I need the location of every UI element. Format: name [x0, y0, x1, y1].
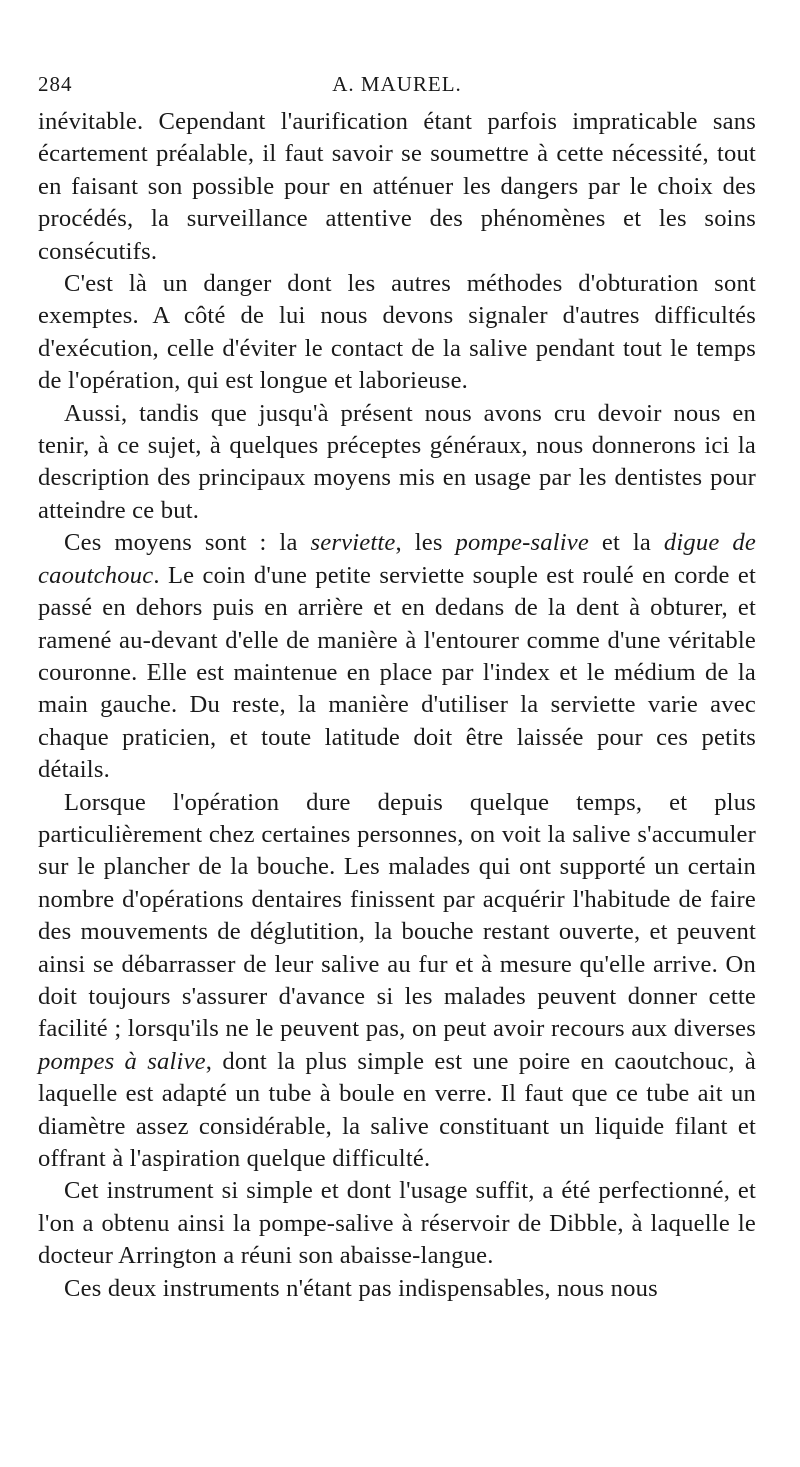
paragraph-text: , les: [395, 529, 456, 557]
paragraph-2: [38, 268, 756, 398]
body-text: [38, 106, 756, 1305]
paragraph-6: [38, 1175, 756, 1272]
paragraph-text: Cet instrument si simple et dont l'usage suffit, a été perfectionné, et l'on a obtenu ainsi la pompe-salive à réservoir de Dibble, à laquelle le docteur Arrington a réuni son abaisse-langue.: [38, 1177, 756, 1270]
paragraph-text: Ces moyens sont : la: [64, 529, 311, 557]
paragraph-text: inévitable. Cependant l'aurification étant parfois impraticable sans écartement préalable, il faut savoir se soumettre à cette nécessité, tout en faisant son possible pour en atténuer les dangers par le choix des procédés, la surveillance attentive des phénomènes et les soins consécutifs.: [38, 108, 756, 265]
paragraph-text: , dont la plus simple est une poire en caoutchouc, à laquelle est adapté un tube à boule en verre. Il faut que ce tube ait un diamètre assez considérable, la salive constituant un liquide filant et offrant à l'aspiration quelque difficulté.: [38, 1047, 756, 1172]
paragraph-3: [38, 398, 756, 528]
term-pompe-salive: pompe-salive: [455, 529, 590, 557]
page-number: 284: [38, 72, 73, 96]
paragraph-text: C'est là un danger dont les autres méthodes d'obturation sont exemptes. A côté de lui nous devons signaler d'autres difficultés d'exécution, celle d'éviter le contact de la salive pendant tout le temps de l'opération, qui est longue et laborieuse.: [38, 270, 756, 395]
term-pompes-a-salive: pompes à salive: [38, 1047, 206, 1075]
book-page: [38, 70, 756, 1305]
term-digue: digue de caoutchouc: [38, 529, 757, 589]
paragraph-4: [38, 527, 756, 786]
paragraph-5: [38, 787, 756, 1176]
running-head: [38, 70, 756, 106]
paragraph-7: [38, 1273, 756, 1305]
paragraph-text: Aussi, tandis que jusqu'à présent nous avons cru devoir nous en tenir, à ce sujet, à quelques préceptes généraux, nous donnerons ici la description des principaux moyens mis en usage par les dentistes pour atteindre ce but.: [38, 399, 756, 524]
paragraph-text: Ces deux instruments n'étant pas indispensables, nous nous: [64, 1274, 658, 1302]
term-serviette: serviette: [310, 529, 396, 557]
paragraph-text: Lorsque l'opération dure depuis quelque temps, et plus particulièrement chez certaines personnes, on voit la salive s'accumuler sur le plancher de la bouche. Les malades qui ont supporté un certain nombre d'opérations dentaires finissent par acquérir l'habitude de faire des mouvements de déglutition, la bouche restant ouverte, et peuvent ainsi se débarrasser de leur salive au fur et à mesure qu'elle arrive. On doit toujours s'assurer d'avance si les malades peuvent donner cette facilité ; lorsqu'ils ne le peuvent pas, on peut avoir recours aux diverses: [38, 788, 756, 1043]
paragraph-text: . Le coin d'une petite serviette souple est roulé en corde et passé en dehors puis en arrière et en dedans de la dent à obturer, et ramené au-devant d'elle de manière à l'entourer comme d'une véritable couronne. Elle est maintenue en place par l'index et le médium de la main gauche. Du reste, la manière d'utiliser la serviette varie avec chaque praticien, et toute latitude doit être laissée pour ces petits détails.: [38, 561, 756, 784]
paragraph-1: [38, 106, 756, 268]
paragraph-text: et la: [589, 529, 664, 557]
running-title: A. MAUREL.: [332, 72, 462, 96]
